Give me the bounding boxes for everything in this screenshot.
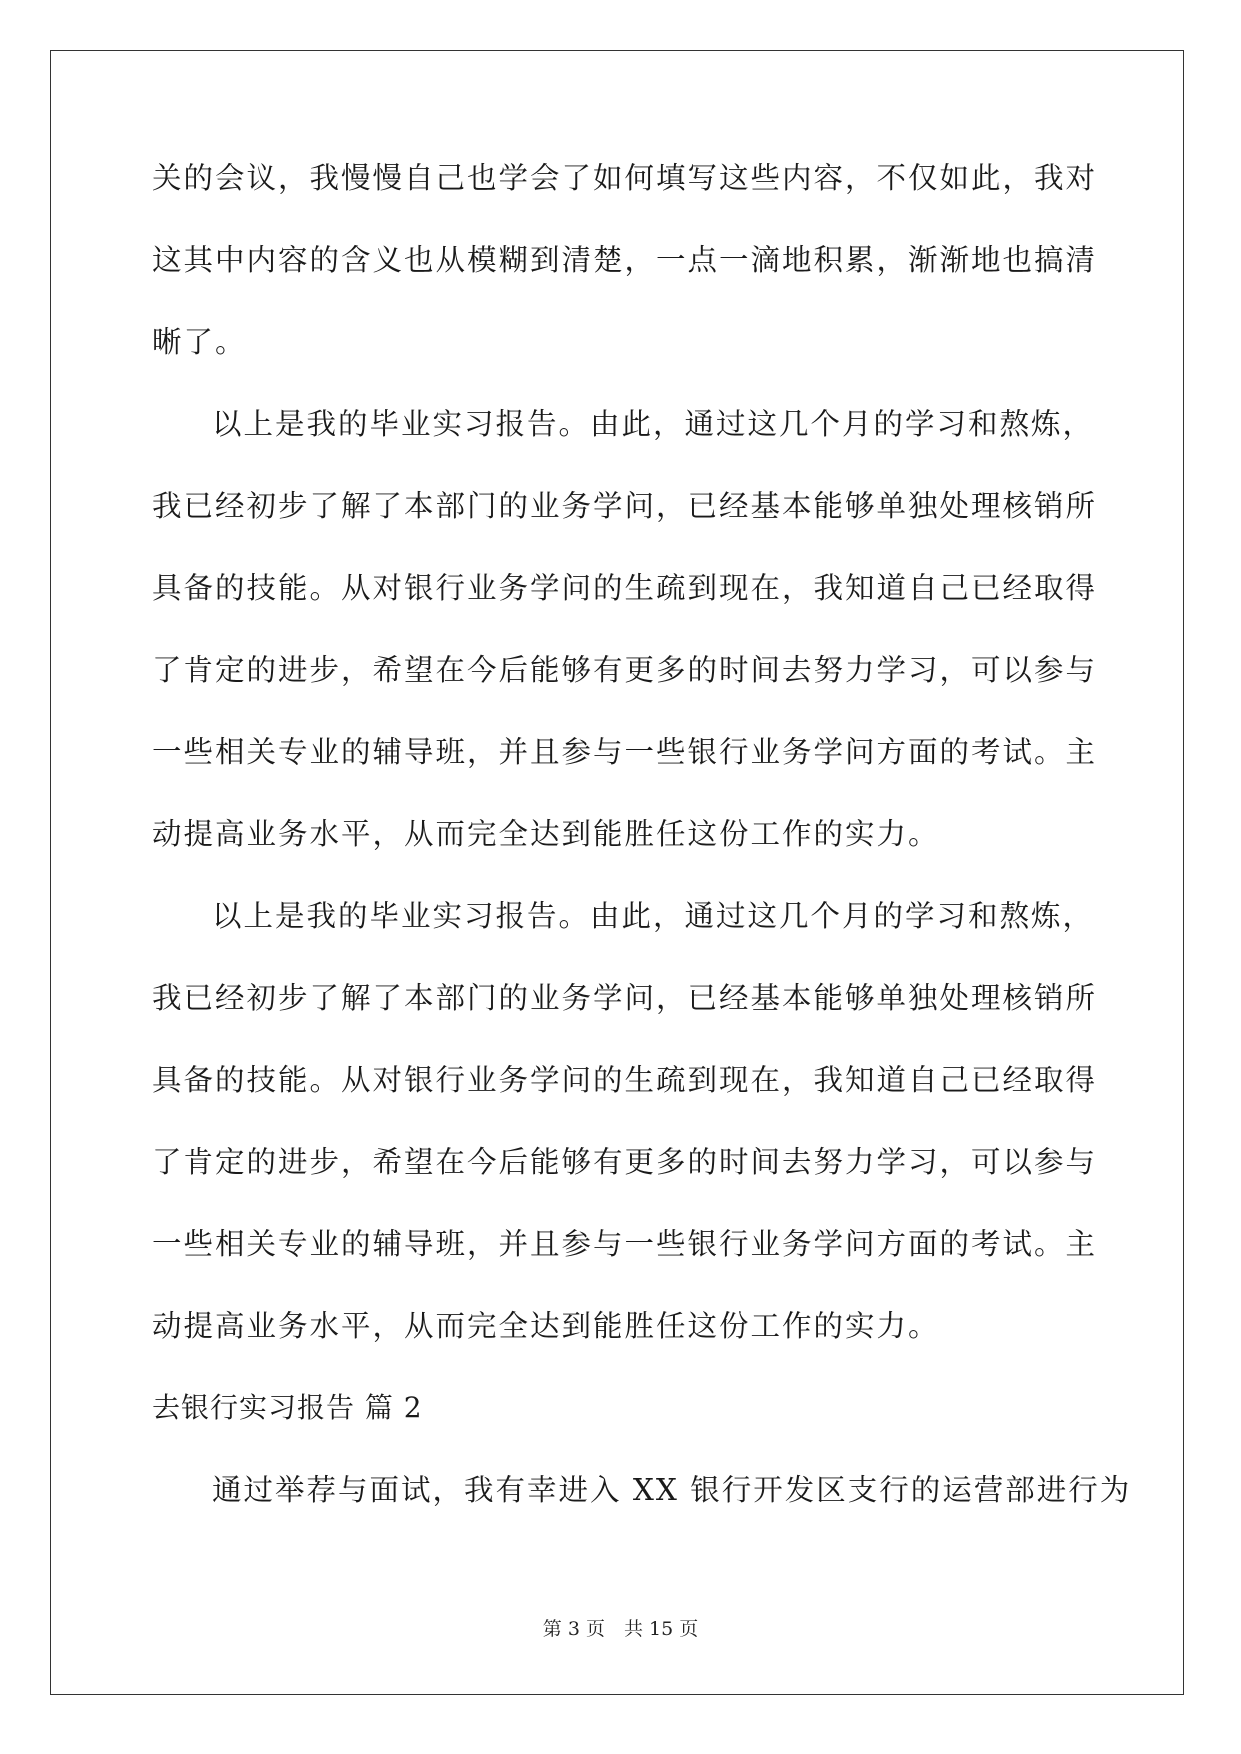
text-line: 动提高业务水平，从而完全达到能胜任这份工作的实力。 <box>152 1309 940 1343</box>
text-line: 具备的技能。从对银行业务学问的生疏到现在，我知道自己已经取得 <box>152 571 1098 605</box>
text-line: 动提高业务水平，从而完全达到能胜任这份工作的实力。 <box>152 817 940 851</box>
page-number-footer: 第 3 页 共 15 页 <box>542 1618 699 1640</box>
text-line: 通过举荐与面试，我有幸进入 XX 银行开发区支行的运营部进行为 <box>212 1473 1132 1507</box>
text-line: 以上是我的毕业实习报告。由此，通过这几个月的学习和熬炼， <box>212 407 1095 441</box>
text-line: 了肯定的进步，希望在今后能够有更多的时间去努力学习，可以参与 <box>152 653 1098 687</box>
text-line: 晰了。 <box>152 325 247 359</box>
text-line: 了肯定的进步，希望在今后能够有更多的时间去努力学习，可以参与 <box>152 1145 1098 1179</box>
section-heading: 去银行实习报告 篇 2 <box>152 1391 423 1424</box>
text-line: 这其中内容的含义也从模糊到清楚，一点一滴地积累，渐渐地也搞清 <box>152 243 1098 277</box>
text-line: 具备的技能。从对银行业务学问的生疏到现在，我知道自己已经取得 <box>152 1063 1098 1097</box>
text-line: 一些相关专业的辅导班，并且参与一些银行业务学问方面的考试。主 <box>152 1227 1098 1261</box>
text-line: 以上是我的毕业实习报告。由此，通过这几个月的学习和熬炼， <box>212 899 1095 933</box>
document-body <box>152 158 1132 1552</box>
text-line: 我已经初步了解了本部门的业务学问，已经基本能够单独处理核销所 <box>152 981 1098 1015</box>
text-line: 一些相关专业的辅导班，并且参与一些银行业务学问方面的考试。主 <box>152 735 1098 769</box>
text-line: 关的会议，我慢慢自己也学会了如何填写这些内容，不仅如此，我对 <box>152 161 1098 195</box>
text-line: 我已经初步了解了本部门的业务学问，已经基本能够单独处理核销所 <box>152 489 1098 523</box>
